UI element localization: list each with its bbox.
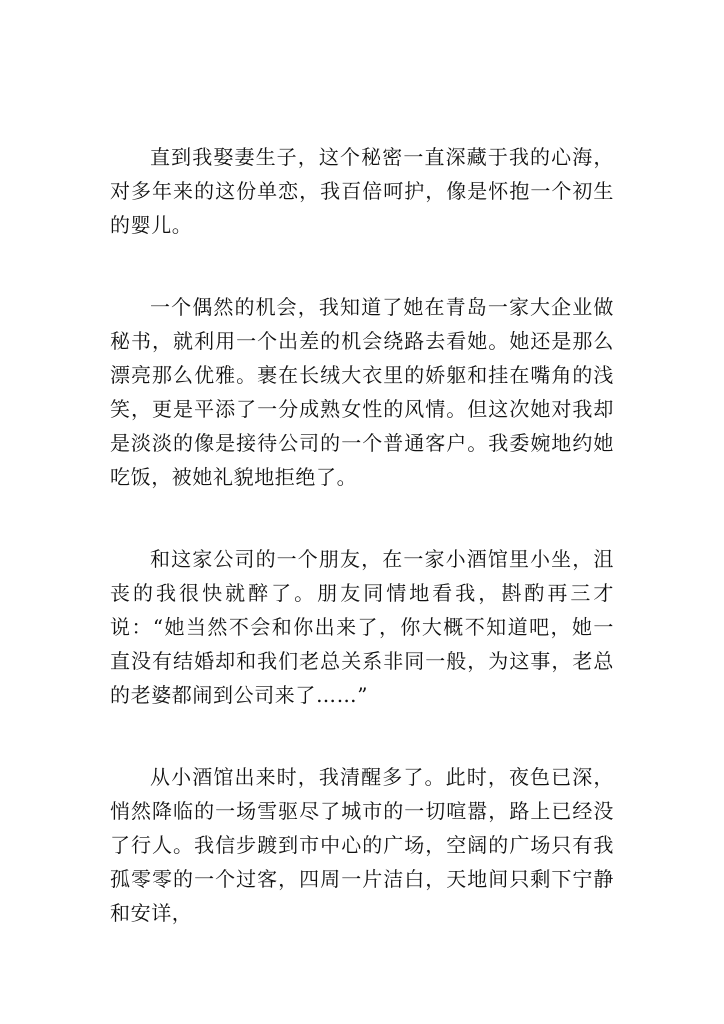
paragraph-1: 直到我娶妻生子，这个秘密一直深藏于我的心海，对多年来的这份单恋，我百倍呵护，像是怀抱一个初生的婴儿。 (110, 145, 614, 237)
paragraph-4: 从小酒馆出来时，我清醒多了。此时，夜色已深，悄然降临的一场雪驱尽了城市的一切喧嚣，路上已经没了行人。我信步踱到市中心的广场，空阔的广场只有我孤零零的一个过客，四周一片洁白，天地间只剩下宁静和安详， (110, 765, 614, 925)
paragraph-3: 和这家公司的一个朋友，在一家小酒馆里小坐，沮丧的我很快就醉了。朋友同情地看我，斟酌再三才说：“她当然不会和你出来了，你大概不知道吧，她一直没有结婚却和我们老总关系非同一般，为这事，老总的老婆都闹到公司来了……” (110, 547, 614, 707)
document-page (110, 140, 614, 930)
paragraph-2: 一个偶然的机会，我知道了她在青岛一家大企业做秘书，就利用一个出差的机会绕路去看她。她还是那么漂亮那么优雅。裹在长绒大衣里的娇躯和挂在嘴角的浅笑，更是平添了一分成熟女性的风情。但这次她对我却是淡淡的像是接待公司的一个普通客户。我委婉地约她吃饭，被她礼貌地拒绝了。 (110, 295, 614, 489)
